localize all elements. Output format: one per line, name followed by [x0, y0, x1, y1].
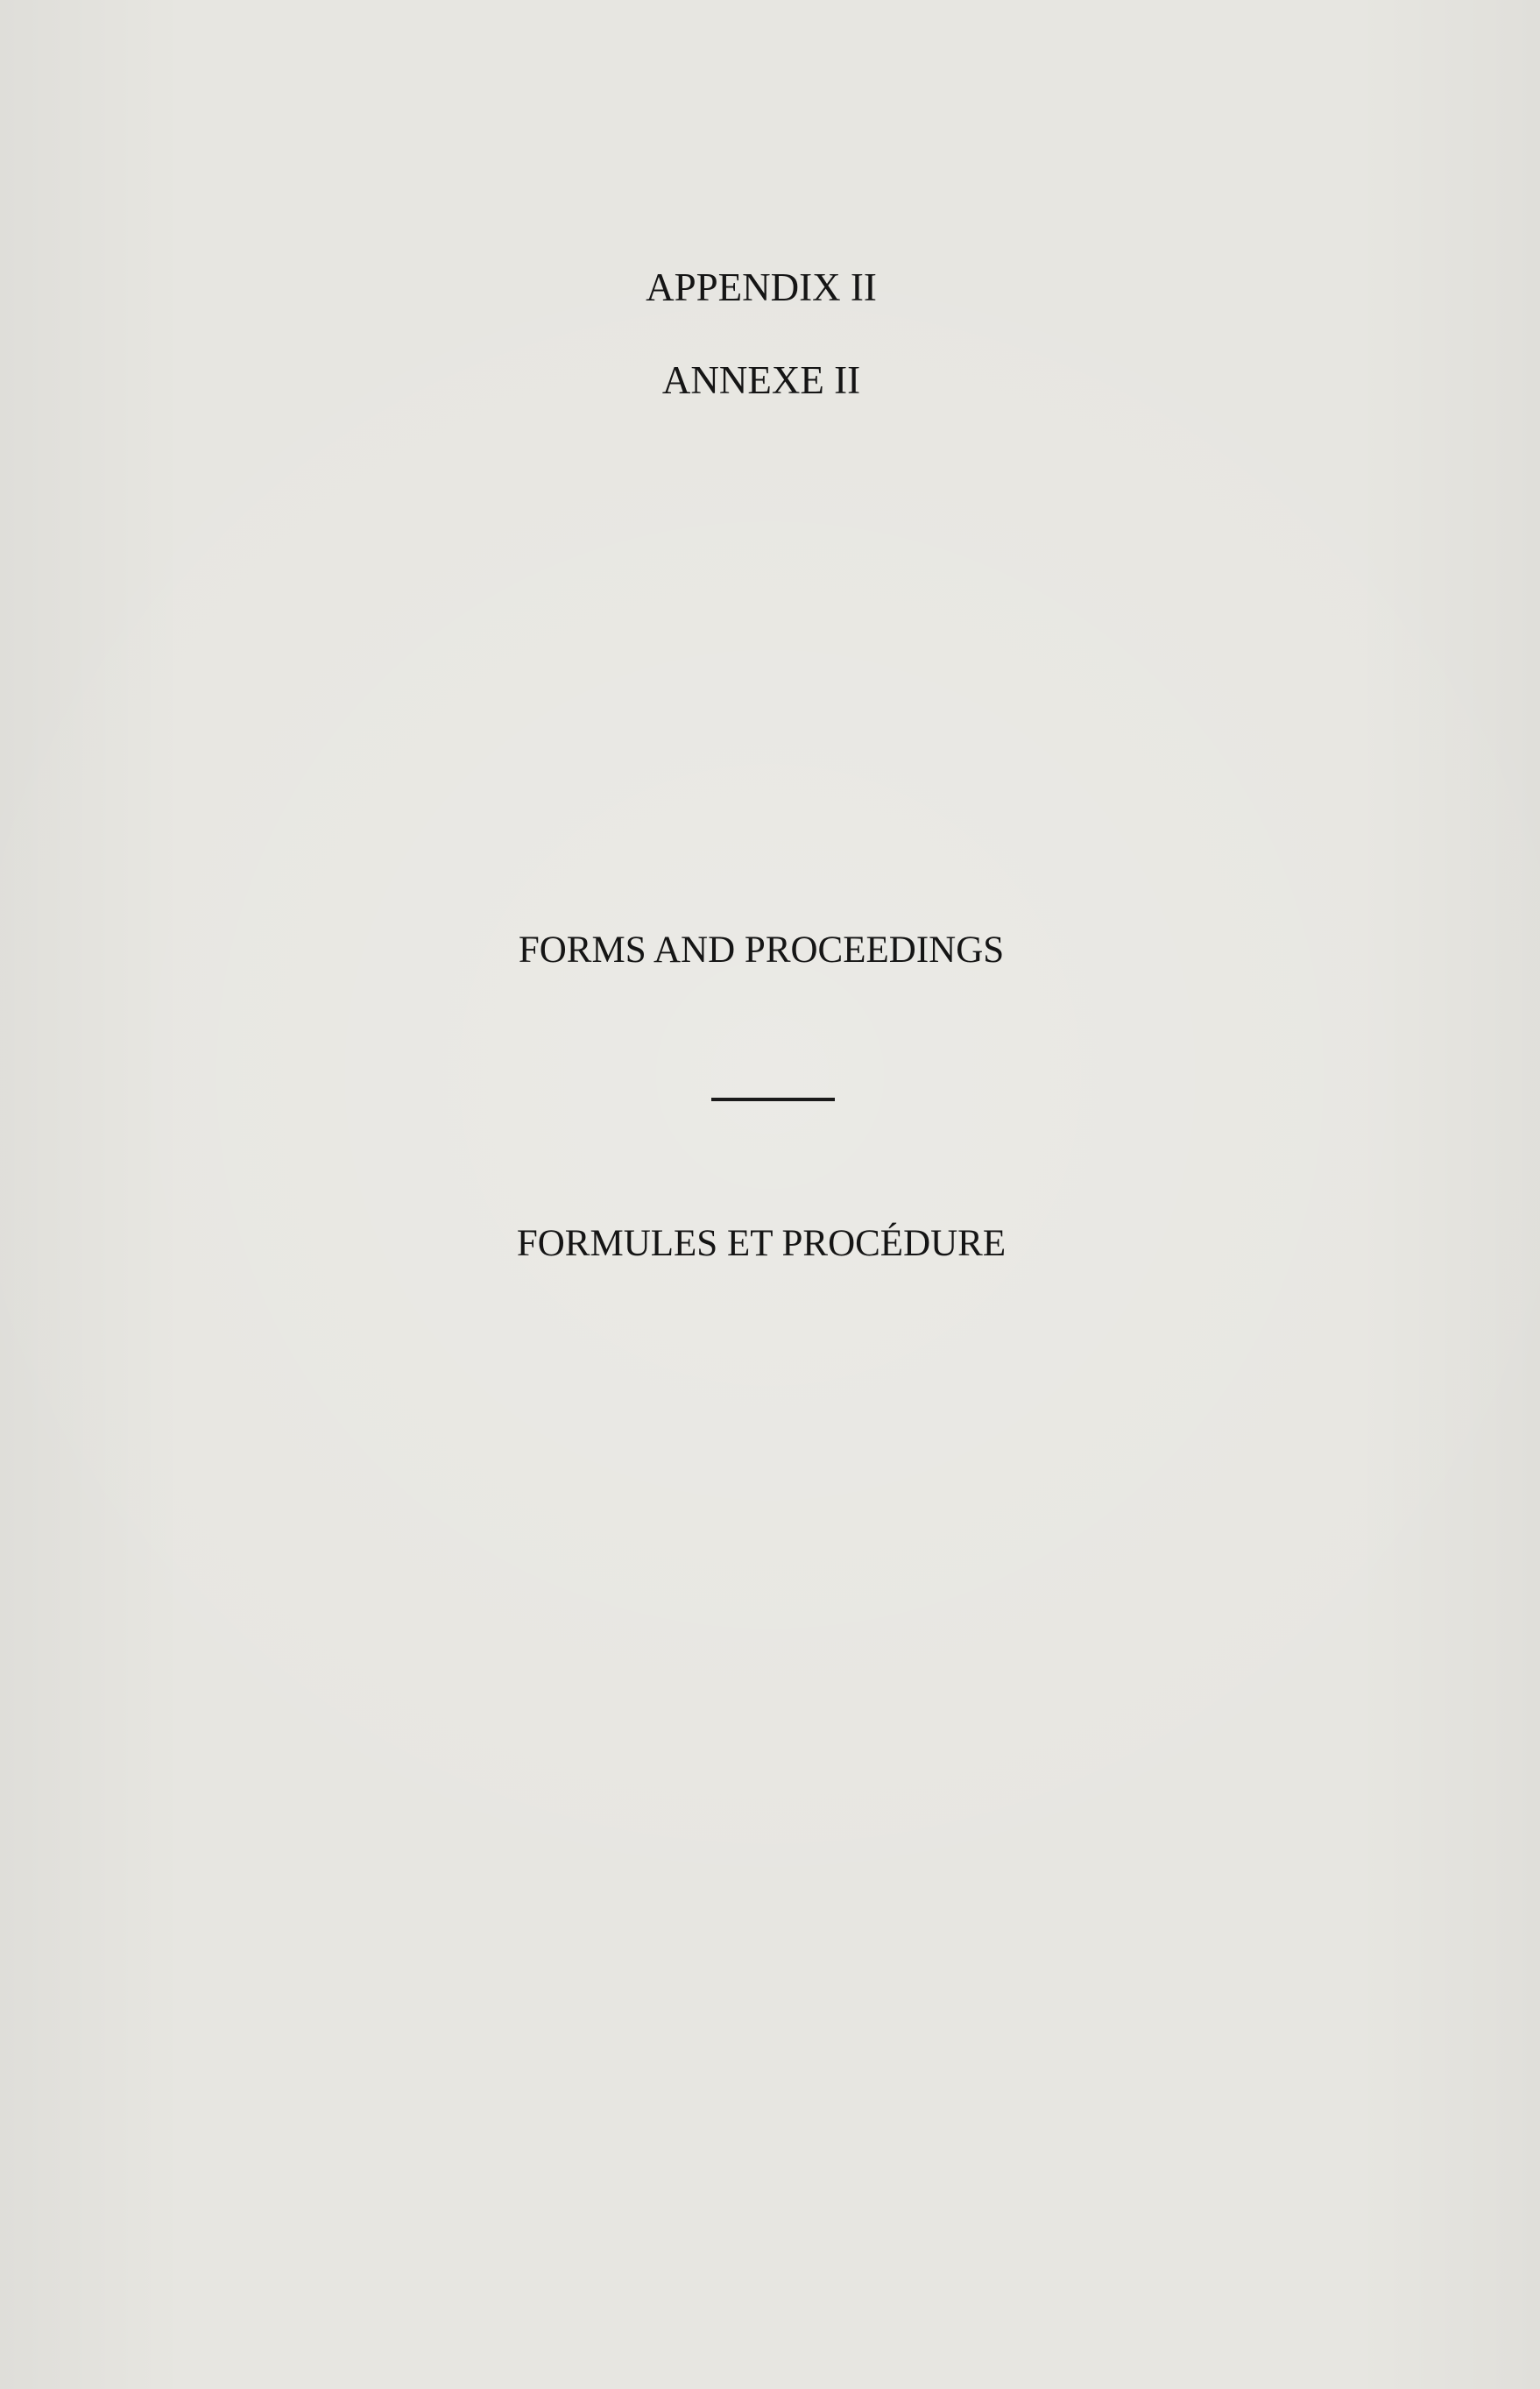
section-divider — [711, 1098, 835, 1101]
annexe-title: ANNEXE II — [661, 358, 861, 402]
appendix-title: APPENDIX II — [646, 265, 877, 309]
formules-et-procedure-heading: FORMULES ET PROCÉDURE — [516, 1223, 1007, 1264]
forms-and-proceedings-heading: FORMS AND PROCEEDINGS — [518, 929, 1005, 971]
